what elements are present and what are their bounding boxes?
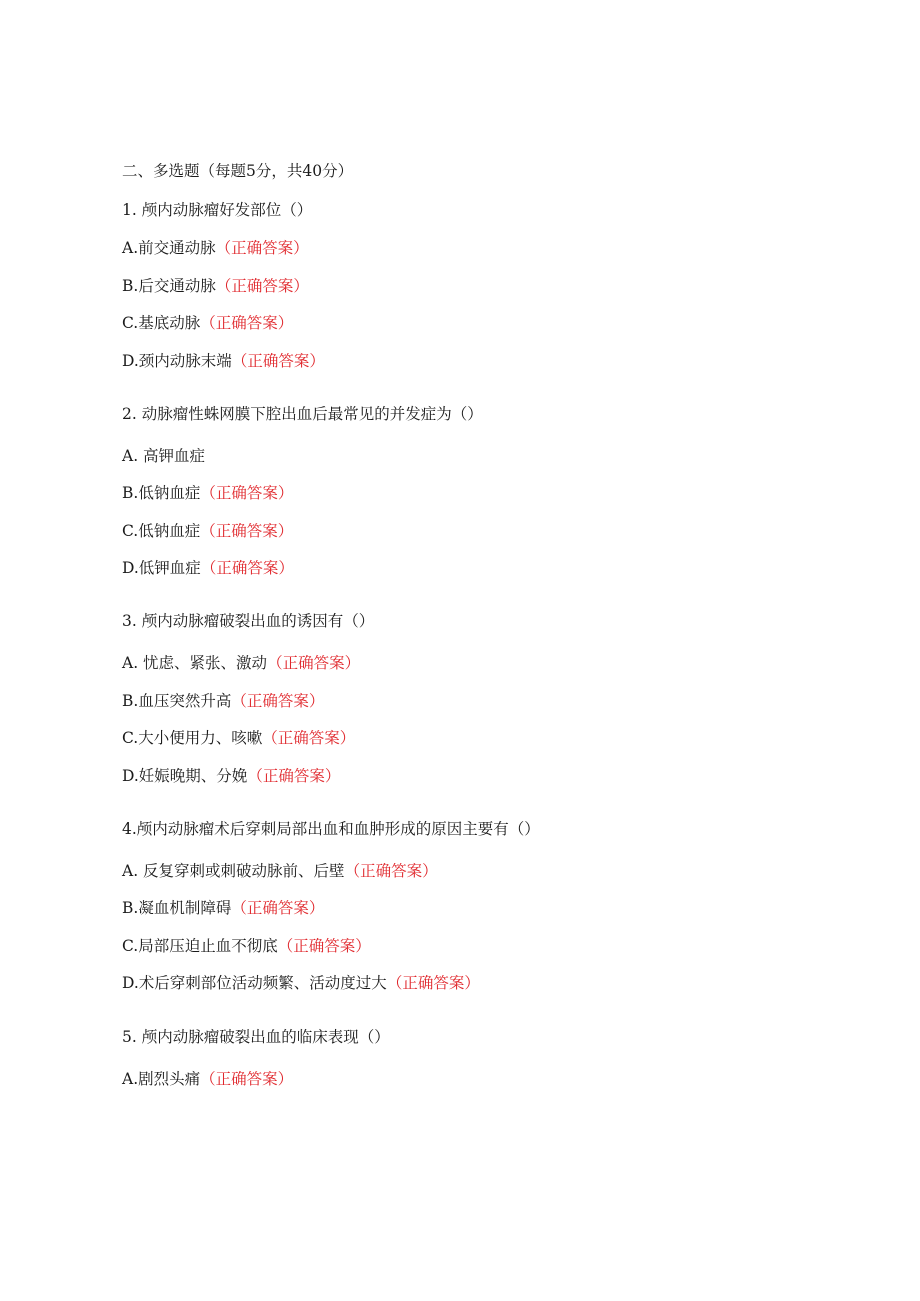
correct-answer-mark: （正确答案） — [386, 974, 480, 992]
option-text: D.术后穿刺部位活动频繁、活动度过大 — [122, 974, 387, 992]
correct-answer-mark: （正确答案） — [277, 937, 371, 955]
option-line — [122, 351, 325, 371]
question-stem: 4.颅内动脉瘤术后穿刺局部出血和血肿形成的原因主要有（） — [122, 820, 540, 838]
option-line — [122, 521, 293, 541]
option-line — [122, 483, 293, 503]
option-line — [122, 898, 324, 918]
question-stem: 5. 颅内动脉瘤破裂出血的临床表现（） — [122, 1028, 390, 1046]
option-line — [122, 766, 340, 786]
correct-answer-mark: （正确答案） — [262, 729, 356, 747]
correct-answer-mark: （正确答案） — [215, 277, 309, 295]
option-line — [122, 861, 438, 881]
option-line — [122, 558, 294, 578]
option-text: A.前交通动脉 — [122, 239, 216, 257]
option-text: A. 高钾血症 — [122, 447, 206, 465]
correct-answer-mark: （正确答案） — [231, 899, 325, 917]
option-line — [122, 1069, 293, 1089]
section-title: 二、多选题（每题5分，共40分） — [122, 162, 354, 180]
correct-answer-mark: （正确答案） — [231, 352, 325, 370]
option-text: A. 反复穿刺或刺破动脉前、后壁 — [122, 862, 345, 880]
correct-answer-mark: （正确答案） — [200, 522, 294, 540]
option-line — [122, 446, 205, 466]
option-line — [122, 973, 480, 993]
option-text: C.低钠血症 — [122, 522, 201, 540]
question-stem: 3. 颅内动脉瘤破裂出血的诱因有（） — [122, 612, 375, 630]
option-text: C.大小便用力、咳嗽 — [122, 729, 263, 747]
option-text: B.低钠血症 — [122, 484, 201, 502]
correct-answer-mark: （正确答案） — [200, 559, 294, 577]
option-line — [122, 936, 371, 956]
option-text: B.后交通动脉 — [122, 277, 216, 295]
option-line — [122, 276, 309, 296]
option-text: D.低钾血症 — [122, 559, 201, 577]
option-line — [122, 728, 355, 748]
correct-answer-mark: （正确答案） — [267, 654, 361, 672]
correct-answer-mark: （正确答案） — [200, 314, 294, 332]
option-line — [122, 238, 309, 258]
option-text: A.剧烈头痛 — [122, 1070, 201, 1088]
option-text: B.血压突然升高 — [122, 692, 232, 710]
correct-answer-mark: （正确答案） — [344, 862, 438, 880]
question-stem: 2. 动脉瘤性蛛网膜下腔出血后最常见的并发症为（） — [122, 405, 483, 423]
correct-answer-mark: （正确答案） — [200, 1070, 294, 1088]
option-line — [122, 653, 360, 673]
correct-answer-mark: （正确答案） — [200, 484, 294, 502]
correct-answer-mark: （正确答案） — [231, 692, 325, 710]
option-text: B.凝血机制障碍 — [122, 899, 232, 917]
option-line — [122, 313, 293, 333]
correct-answer-mark: （正确答案） — [215, 239, 309, 257]
option-text: A. 忧虑、紧张、激动 — [122, 654, 268, 672]
option-text: D.颈内动脉末端 — [122, 352, 232, 370]
correct-answer-mark: （正确答案） — [247, 767, 341, 785]
option-text: D.妊娠晚期、分娩 — [122, 767, 248, 785]
question-stem: 1. 颅内动脉瘤好发部位（） — [122, 201, 313, 219]
option-line — [122, 691, 324, 711]
option-text: C.局部压迫止血不彻底 — [122, 937, 278, 955]
option-text: C.基底动脉 — [122, 314, 201, 332]
